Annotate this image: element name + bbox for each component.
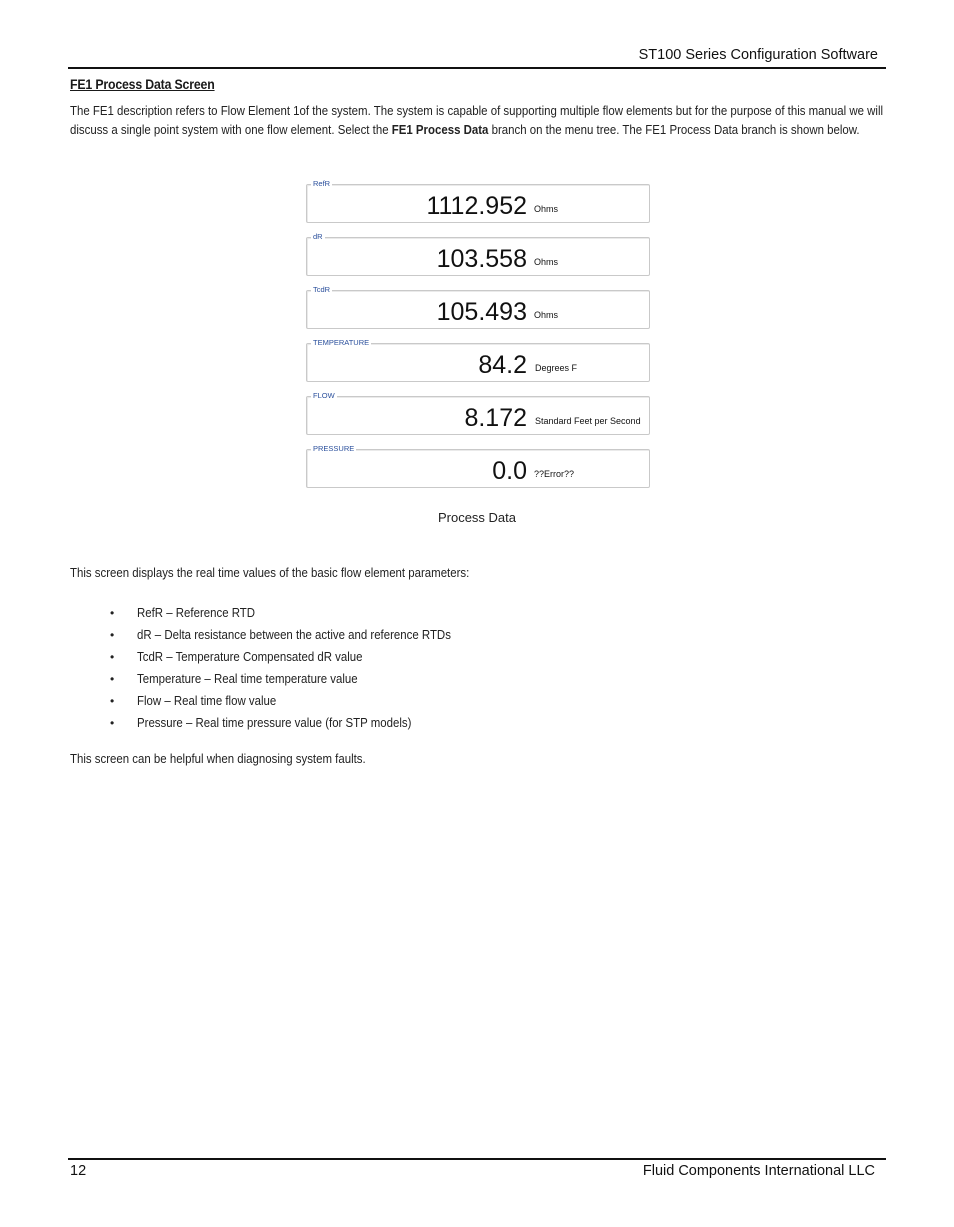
header-rule: [68, 67, 886, 69]
field-label: dR: [313, 232, 323, 241]
field-box: [306, 449, 650, 488]
field-value: 105.493: [436, 298, 527, 326]
bullet-icon: •: [110, 606, 115, 620]
field-value: 8.172: [464, 404, 527, 432]
intro-paragraph: [70, 102, 884, 139]
field-flow: [306, 390, 650, 435]
bullet-icon: •: [110, 716, 115, 730]
field-unit: ??Error??: [534, 469, 575, 479]
field-value: 84.2: [478, 351, 527, 379]
bullet-icon: •: [110, 672, 115, 686]
field-pressure: [306, 443, 650, 488]
intro-text-2: branch on the menu tree. The FE1 Process Data branch is shown below.: [488, 121, 860, 137]
field-label: TcdR: [313, 285, 331, 294]
figure-caption: Process Data: [437, 510, 517, 525]
field-dr: [306, 231, 650, 276]
list-item-text: Pressure – Real time pressure value (for STP models): [137, 715, 412, 730]
field-temperature: [306, 337, 650, 382]
process-data-panel: [306, 178, 650, 496]
field-value: 103.558: [436, 245, 527, 273]
field-label: FLOW: [313, 391, 335, 400]
intro-bold-term: FE1 Process Data: [391, 121, 489, 137]
intro-text-1: The FE1 description refers to Flow Element 1of the system. The system is capable of supporting multiple flow elements but for the purpose of this manual we will discuss a single point system with one flow element. Select the: [70, 103, 884, 137]
field-label: PRESSURE: [313, 444, 355, 453]
list-item-text: dR – Delta resistance between the active and reference RTDs: [137, 627, 451, 642]
field-label: RefR: [313, 179, 331, 188]
body-closing-paragraph: This screen can be helpful when diagnosing system faults.: [70, 751, 366, 766]
field-value: 1112.952: [426, 192, 527, 220]
field-refr: [306, 178, 650, 223]
field-tcdr: [306, 284, 650, 329]
footer-rule: [68, 1158, 886, 1160]
body-lead-paragraph: This screen displays the real time values of the basic flow element parameters:: [70, 565, 470, 580]
field-value: 0.0: [492, 457, 527, 485]
list-item-text: Temperature – Real time temperature value: [137, 671, 358, 686]
page-header-title: ST100 Series Configuration Software: [638, 47, 878, 63]
list-item-text: RefR – Reference RTD: [137, 605, 256, 620]
section-heading: FE1 Process Data Screen: [70, 76, 215, 92]
bullet-icon: •: [110, 694, 115, 708]
bullet-icon: •: [110, 628, 115, 642]
field-unit: Degrees F: [535, 363, 578, 373]
field-unit: Ohms: [534, 204, 559, 214]
field-label: TEMPERATURE: [313, 338, 370, 347]
field-unit: Ohms: [534, 257, 559, 267]
footer-page-number: 12: [70, 1163, 87, 1179]
field-unit: Standard Feet per Second: [535, 416, 641, 426]
footer-company: Fluid Components International LLC: [642, 1163, 875, 1179]
bullet-icon: •: [110, 650, 115, 664]
field-unit: Ohms: [534, 310, 559, 320]
list-item-text: TcdR – Temperature Compensated dR value: [137, 649, 363, 664]
list-item-text: Flow – Real time flow value: [137, 693, 277, 708]
